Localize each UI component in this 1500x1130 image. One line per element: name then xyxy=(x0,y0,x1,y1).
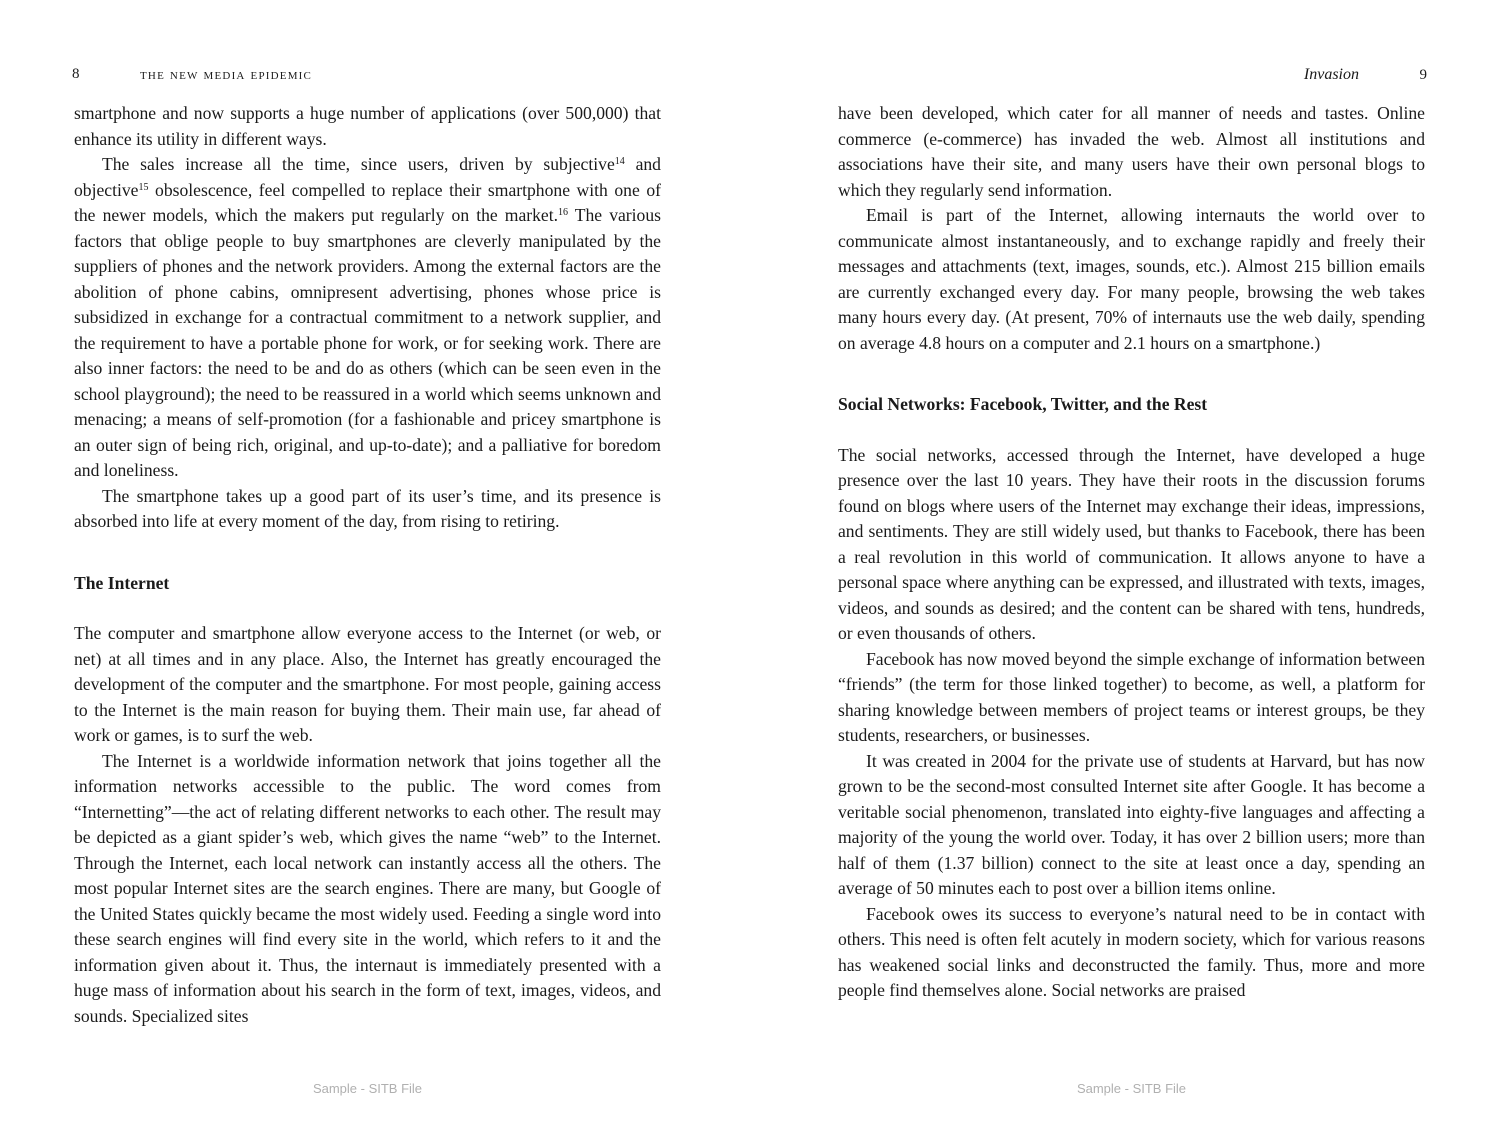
right-page xyxy=(838,0,1425,1130)
footnote-ref[interactable]: 14 xyxy=(614,156,625,167)
left-page xyxy=(74,0,661,1130)
page-number: 9 xyxy=(1419,67,1427,83)
section-heading: Social Networks: Facebook, Twitter, and the Rest xyxy=(838,394,1208,414)
paragraph: The computer and smartphone allow everyone access to the Internet (or web, or net) at all times and in any place. Also, the Internet has greatly encouraged the development of the computer and the smartphone. For most people, gaining access to the Internet is the main reason for buying them. Their main use, far ahead of work or games, is to surf the web. xyxy=(74,623,661,745)
paragraph: It was created in 2004 for the private use of students at Harvard, but has now grown to be the second-most consulted Internet site after Google. It has become a veritable social phenomenon, translated into eighty-five languages and affecting a majority of the young the world over. Today, it has over 2 billion users; more than half of them (1.37 billion) connect to the site at least once a day, spending an average of 50 minutes each to post over a billion items online. xyxy=(838,750,1425,898)
footnote-ref[interactable]: 15 xyxy=(138,181,149,193)
paragraph: Facebook has now moved beyond the simple exchange of information between “friends” (the term for those linked together) to become, as well, a platform for sharing knowledge between members of project teams or interest groups, be they students, researchers, or businesses. xyxy=(838,648,1425,745)
running-head xyxy=(838,66,1425,88)
page-body xyxy=(74,101,661,1029)
paragraph: The social networks, accessed through the Internet, have developed a huge presence over the last 10 years. They have their roots in the discussion forums found on blogs where users of the Internet may exchange their ideas, impressions, and sentiments. They are still widely used, but thanks to Facebook, there has been a real revolution in this world of communication. It allows anyone to have a personal space where anything can be expressed, and illustrated with texts, images, videos, and sounds as desired; and the content can be shared with tens, hundreds, or even thousands of others. xyxy=(838,444,1425,643)
paragraph: Facebook owes its success to everyone’s natural need to be in contact with others. This need is often felt acutely in modern society, which for various reasons has weakened social links and deconstructed the family. Thus, more and more people find themselves alone. Social networks are praised xyxy=(838,903,1425,1000)
watermark-footer: Sample - SITB File xyxy=(1076,1081,1187,1096)
running-head xyxy=(74,66,661,88)
book-title: the new media epidemic xyxy=(140,67,313,83)
page-body xyxy=(838,101,1425,1004)
paragraph: Email is part of the Internet, allowing internauts the world over to communicate almost instantaneously, and to exchange rapidly and freely their messages and attachments (text, images, sounds, etc.). Almost 215 billion emails are currently exchanged every day. For many people, browsing the web takes many hours every day. (At present, 70% of internauts use the web daily, spending on average 4.8 hours on a computer and 2.1 hours on a smartphone.) xyxy=(838,205,1425,353)
paragraph: The sales increase all the time, since users, driven by subjective$^{14}$ and objective$^{15}$ obsolescence, feel compelled to replace their smartphone with one of the newer models, which the makers put regularly on the market.$^{16}$ The various factors that oblige people to buy smartphones are cleverly manipulated by the suppliers of phones and the network providers. Among the external factors are the abolition of phone cabins, omnipresent advertising, phones whose price is subsidized in exchange for a contractual commitment to a network supplier, and the requirement to have a portable phone for work, or for seeking work. There are also inner factors: the need to be and do as others (which can be seen even in the school playground); the need to be reassured in a world which seems unknown and menacing; a means of self-promotion (for a fashionable and pricey smartphone is an outer sign of being rich, original, and up-to-date); and a palliative for boredom and loneliness. xyxy=(74,154,661,480)
watermark-footer: Sample - SITB File xyxy=(312,1081,423,1096)
paragraph: have been developed, which cater for all manner of needs and tastes. Online commerce (e-commerce) has invaded the web. Almost all institutions and associations have their site, and many users have their own personal blogs to which they regularly send information. xyxy=(838,103,1425,200)
paragraph: The Internet is a worldwide information network that joins together all the information networks accessible to the public. The word comes from “Internetting”—the act of relating different networks to each other. The result may be depicted as a giant spider’s web, which gives the name “web” to the Internet. Through the Internet, each local network can instantly access all the others. The most popular Internet sites are the search engines. There are many, but Google of the United States quickly became the most widely used. Feeding a single word into these search engines will find every site in the world, which refers to it and the information given about it. Thus, the internaut is immediately presented with a huge mass of information about his search in the form of text, images, videos, and sounds. Specialized sites xyxy=(74,750,661,1026)
paragraph: The smartphone takes up a good part of its user’s time, and its presence is absorbed into life at every moment of the day, from rising to retiring. xyxy=(74,485,661,531)
chapter-title: Invasion xyxy=(1303,66,1359,83)
page-number: 8 xyxy=(72,66,80,82)
section-heading: The Internet xyxy=(74,572,170,593)
footnote-ref[interactable]: 16 xyxy=(558,207,569,218)
paragraph: smartphone and now supports a huge number of applications (over 500,000) that enhance its utility in different ways. xyxy=(74,103,661,149)
